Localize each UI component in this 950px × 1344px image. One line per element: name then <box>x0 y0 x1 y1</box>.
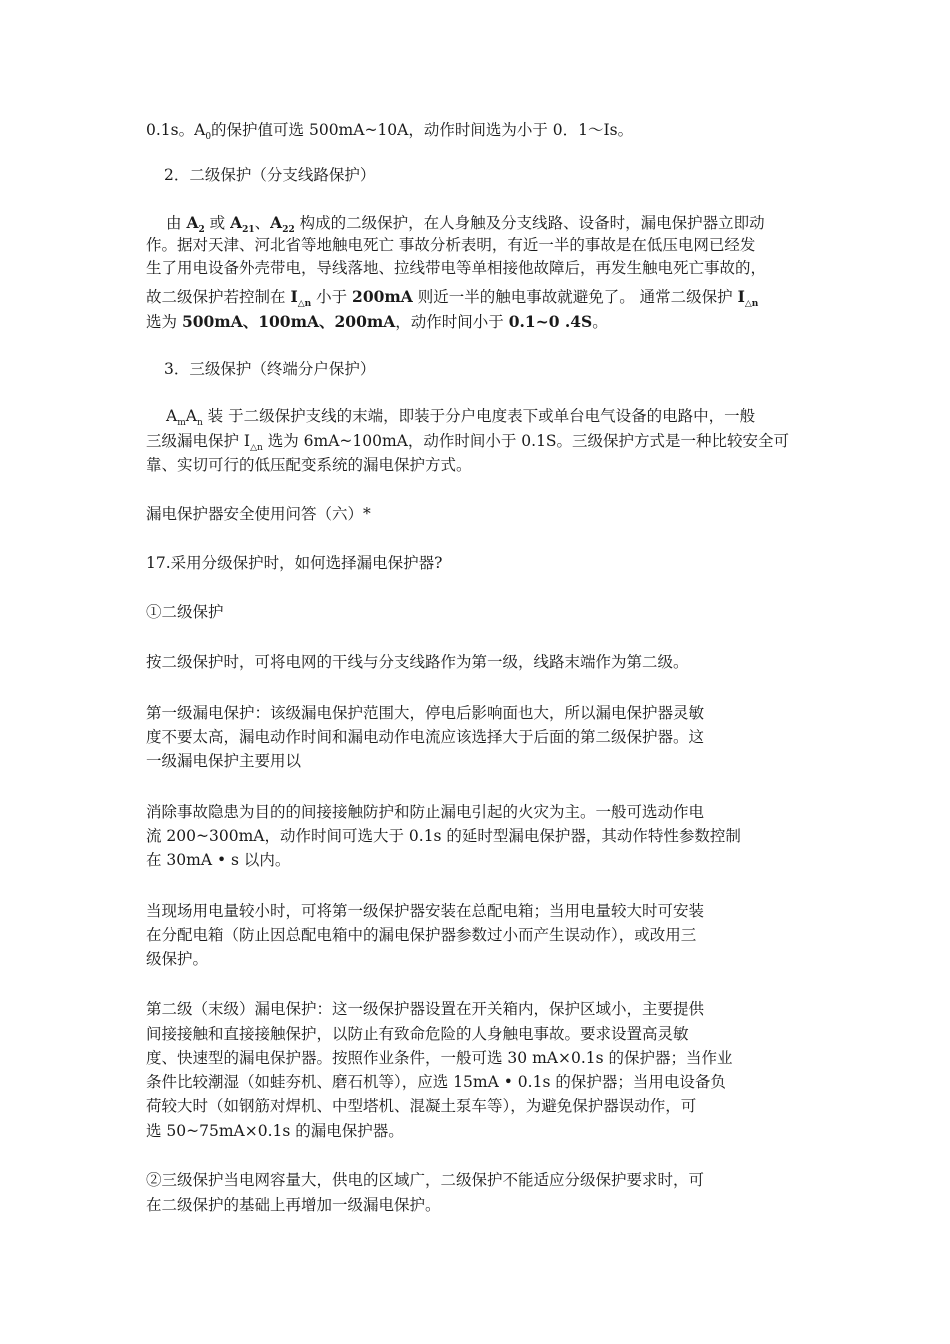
section-heading-3: 3．三级保护（终端分户保护） <box>164 360 376 378</box>
text-line: 当现场用电量较小时，可将第一级保护器安装在总配电箱；当用电量较大时可安装 <box>146 902 705 920</box>
text-line: 度、快速型的漏电保护器。按照作业条件，一般可选 30 mA×0.1s 的保护器；当作业 <box>146 1049 733 1067</box>
text-line: 一级漏电保护主要用以 <box>146 752 302 770</box>
text-line: 作。据对天津、河北省等地触电死亡 事故分析表明，有近一半的事故是在低压电网已经发 <box>146 236 756 254</box>
text-line: 消除事故隐患为目的的间接接触防护和防止漏电引起的火灾为主。一般可选动作电 <box>146 803 705 821</box>
text-line: 靠、实切可行的低压配变系统的漏电保护方式。 <box>146 456 472 474</box>
text-line: 按二级保护时，可将电网的干线与分支线路作为第一级，线路末端作为第二级。 <box>146 653 689 671</box>
text-line: 生了用电设备外壳带电，导线落地、拉线带电等单相接他故障后，再发生触电死亡事故的， <box>146 259 767 277</box>
text-line: 荷较大时（如钢筋对焊机、中型塔机、混凝土泵车等），为避免保护器误动作，可 <box>146 1097 697 1115</box>
text-line: 0.1s。$A_0$的保护值可选 500mA~10A，动作时间选为小于 0．1～Is。 <box>146 121 634 142</box>
text-line: 在 30mA • s 以内。 <box>146 851 291 869</box>
subheading: ①二级保护 <box>146 603 224 621</box>
text-line: 选为 500mA、100mA、200mA，动作时间小于 0.1~0 .4S。 <box>146 312 608 331</box>
text-line: 间接接触和直接接触保护，以防止有致命危险的人身触电事故。要求设置高灵敏 <box>146 1025 689 1043</box>
text-line: 选 50~75mA×0.1s 的漏电保护器。 <box>146 1122 404 1140</box>
text-line: 流 200~300mA，动作时间可选大于 0.1s 的延时型漏电保护器，其动作特性参数控制 <box>146 827 741 845</box>
text-line: 第二级（末级）漏电保护：这一级保护器设置在开关箱内，保护区域小，主要提供 <box>146 1000 705 1018</box>
text-line: 故二级保护若控制在 $I_{\triangle n}$ 小于 200mA 则近一半的触电事故就避免了。 通常二级保护 $I_{\triangle n}$ <box>146 287 759 309</box>
text-line: 级保护。 <box>146 950 209 968</box>
text-line: 第一级漏电保护：该级漏电保护范围大，停电后影响面也大，所以漏电保护器灵敏 <box>146 704 705 722</box>
text-line: 由 $A_2$ 或 $A_{21}$、$A_{22}$ 构成的二级保护，在人身触及分支线路、设备时，漏电保护器立即动 <box>166 213 765 235</box>
section-title: 漏电保护器安全使用问答（六）* <box>146 505 371 523</box>
text-line: 条件比较潮湿（如蛙夯机、磨石机等），应选 15mA • 0.1s 的保护器；当用电设备负 <box>146 1073 726 1091</box>
question: 17.采用分级保护时，如何选择漏电保护器? <box>146 554 443 572</box>
text-line: 三级漏电保护 $I_{\triangle n}$ 选为 6mA~100mA，动作时间小于 0.1S。三级保护方式是一种比较安全可 <box>146 432 790 453</box>
text-line: $A_mA_n$ 装 于二级保护支线的末端，即装于分户电度表下或单台电气设备的电路中，一般 <box>166 407 756 428</box>
text-line: 度不要太高，漏电动作时间和漏电动作电流应该选择大于后面的第二级保护器。这 <box>146 728 705 746</box>
text-line: ②三级保护当电网容量大，供电的区域广，二级保护不能适应分级保护要求时，可 <box>146 1171 705 1189</box>
text-line: 在二级保护的基础上再增加一级漏电保护。 <box>146 1196 441 1214</box>
text-line: 在分配电箱（防止因总配电箱中的漏电保护器参数过小而产生误动作），或改用三 <box>146 926 697 944</box>
section-heading-2: 2．二级保护（分支线路保护） <box>164 166 376 184</box>
